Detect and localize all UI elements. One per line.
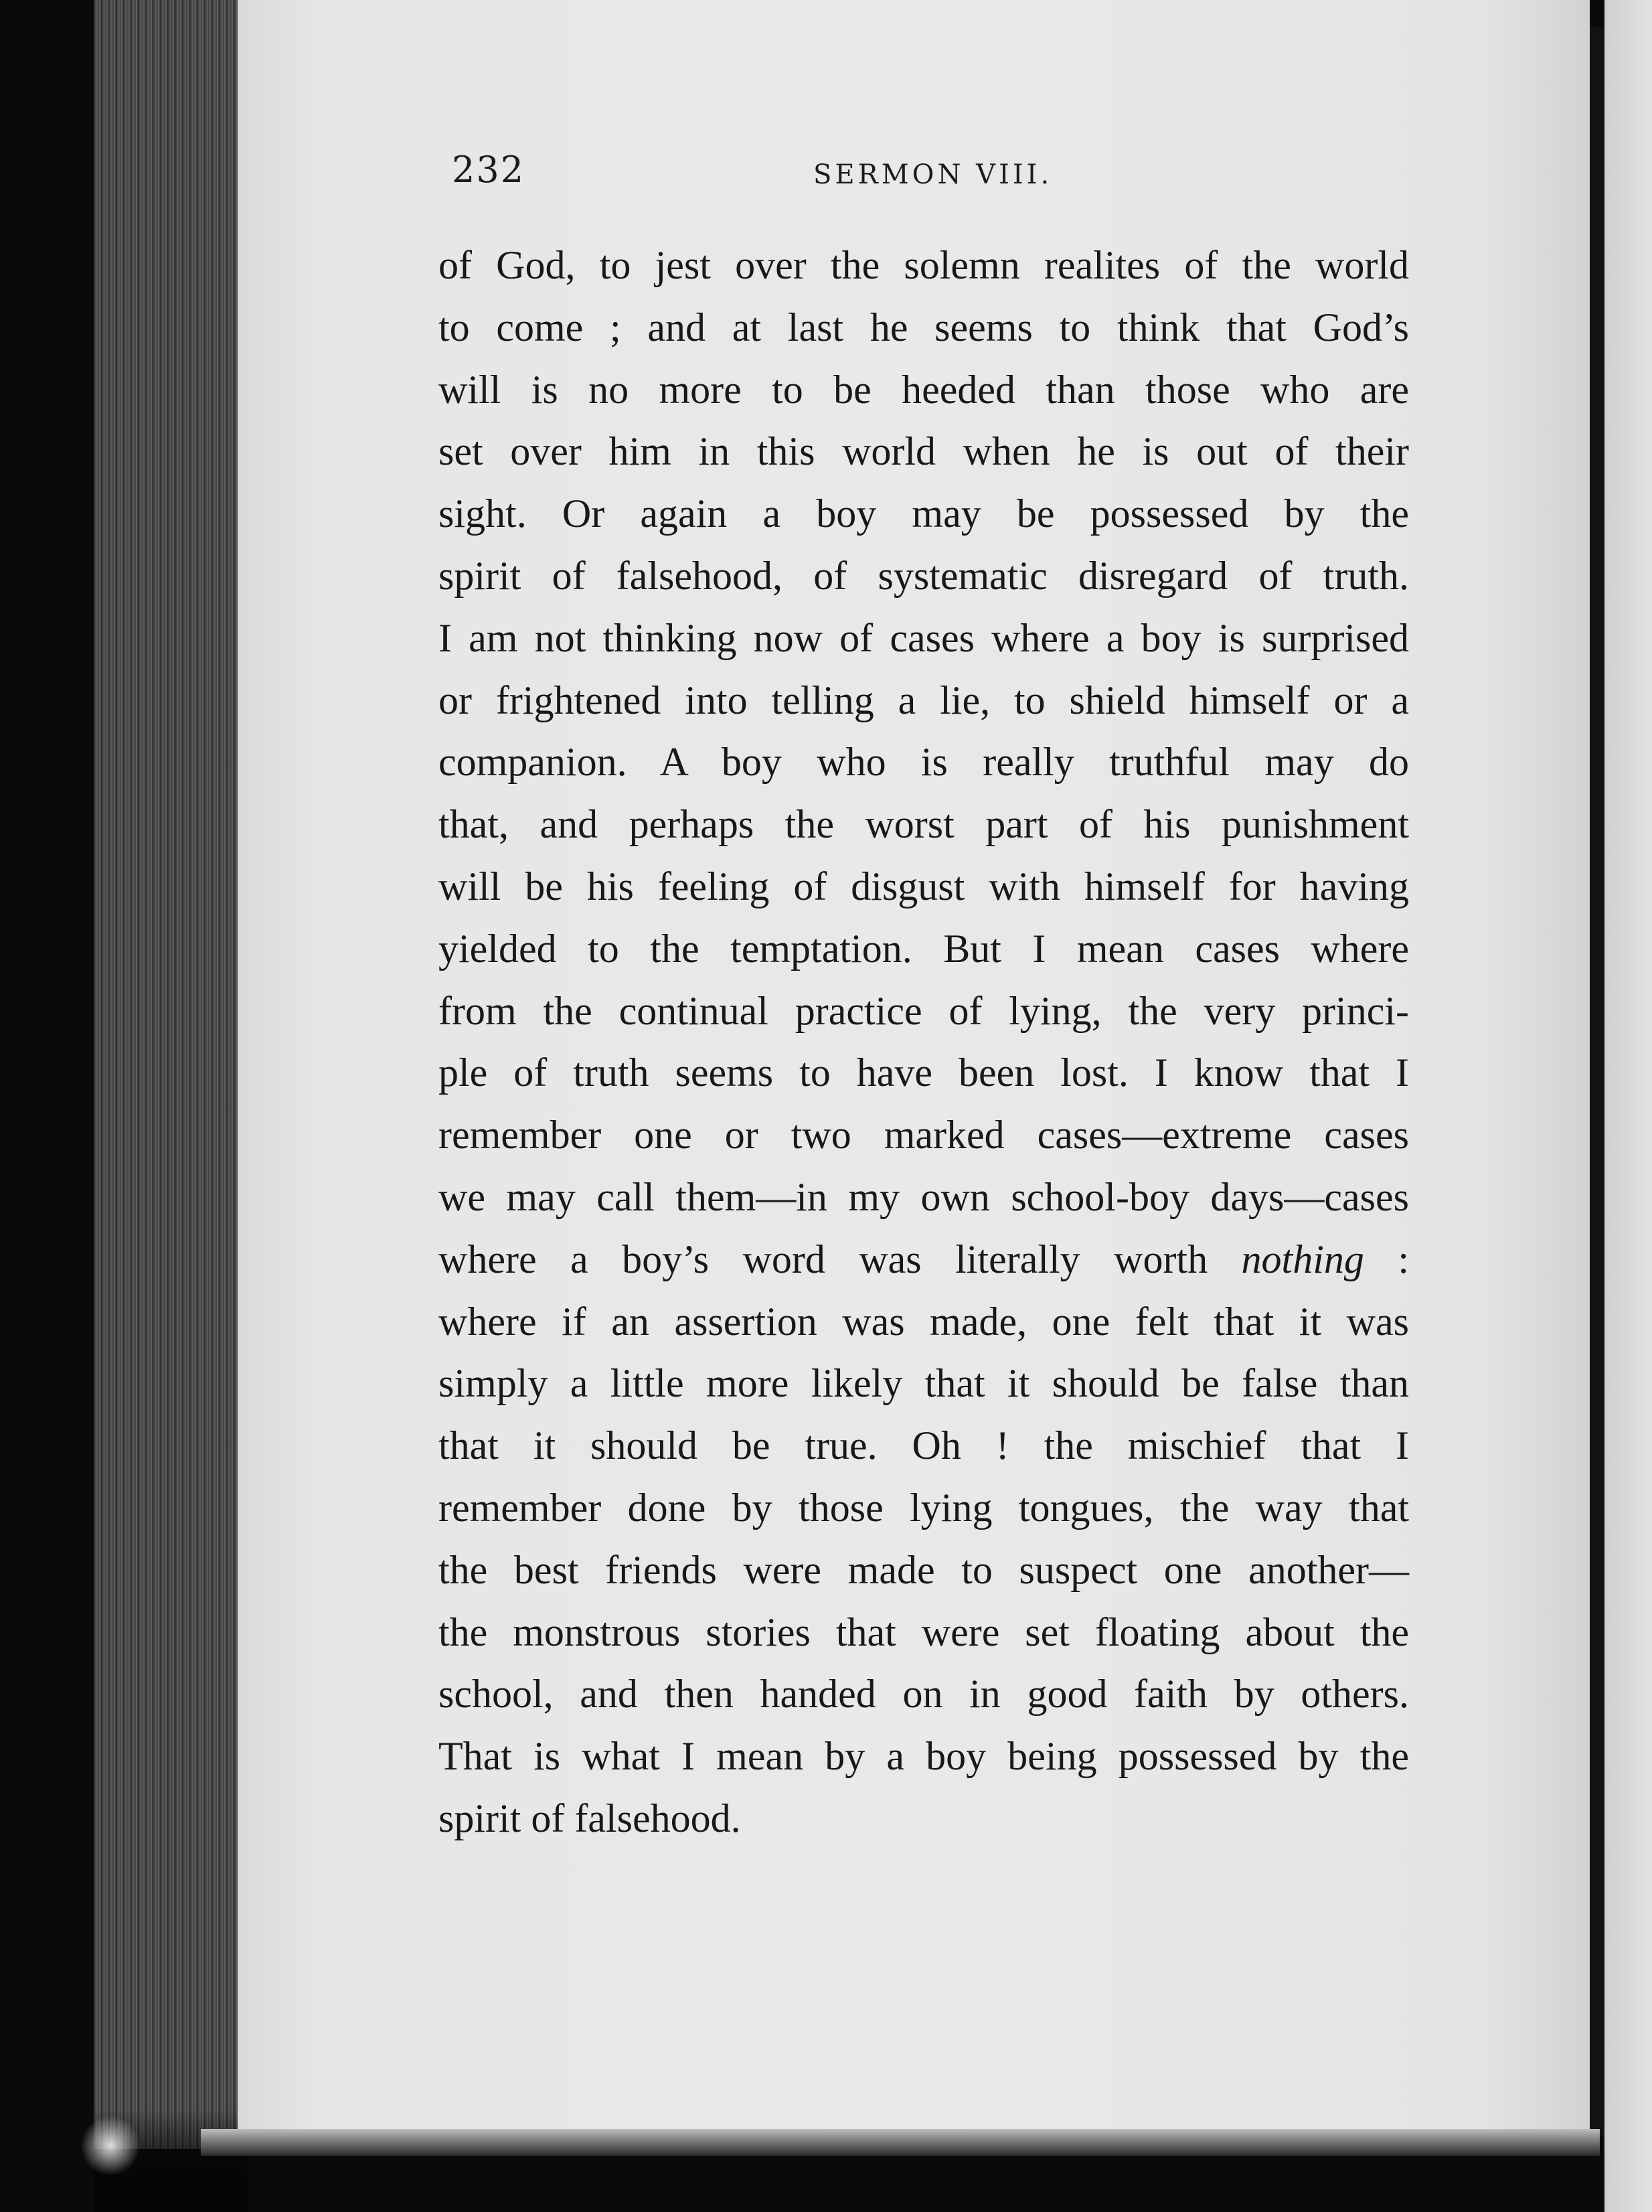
text-line: or frightened into telling a lie, to shield himself or a	[438, 678, 1409, 722]
text-line: spirit of falsehood.	[438, 1796, 741, 1840]
text-line: companion. A boy who is really truthful may do	[438, 740, 1409, 785]
text-line: spirit of falsehood, of systematic disregard of truth.	[438, 553, 1409, 598]
text-line: the monstrous stories that were set floating about the	[438, 1609, 1409, 1654]
page-bottom-edge	[201, 2129, 1600, 2156]
text-line: the best friends were made to suspect one another—	[438, 1547, 1409, 1592]
text-line: set over him in this world when he is out of their	[438, 429, 1409, 474]
text-segment: where a boy’s word was literally worth	[438, 1237, 1208, 1281]
text-line: will is no more to be heeded than those who are	[438, 367, 1409, 412]
book-page-edges	[94, 0, 240, 2149]
text-line: school, and then handed on in good faith by others.	[438, 1672, 1409, 1717]
facing-page-edge	[1604, 0, 1652, 2212]
text-line: to come ; and at last he seems to think that God’s	[438, 305, 1409, 349]
body-text	[438, 234, 1409, 1850]
text-line: yielded to the temptation. But I mean cases where	[438, 926, 1409, 971]
text-line: will be his feeling of disgust with himself for having	[438, 864, 1409, 908]
text-line: ple of truth seems to have been lost. I know that I	[438, 1050, 1409, 1095]
scan-artifact	[80, 2116, 141, 2176]
text-segment: :	[1364, 1237, 1410, 1281]
text-line-with-emphasis	[438, 1229, 1409, 1291]
text-line: we may call them—in my own school-boy days—cases	[438, 1174, 1409, 1219]
running-head: SERMON VIII.	[813, 159, 1053, 190]
page-header	[452, 149, 1389, 195]
text-line: remember one or two marked cases—extreme cases	[438, 1113, 1409, 1158]
text-line: from the continual practice of lying, the very princi-	[438, 988, 1409, 1033]
gutter-shadow	[1590, 27, 1604, 2136]
text-line: sight. Or again a boy may be possessed by the	[438, 491, 1409, 536]
text-line: that it should be true. Oh ! the mischief that I	[438, 1423, 1409, 1468]
text-line: that, and perhaps the worst part of his punishment	[438, 802, 1409, 847]
text-line: where if an assertion was made, one felt that it was	[438, 1299, 1409, 1344]
text-line: That is what I mean by a boy being possessed by the	[438, 1734, 1409, 1779]
text-line: remember done by those lying tongues, the way that	[438, 1485, 1409, 1530]
page-number: 232	[452, 149, 525, 191]
text-line: simply a little more likely that it should be false than	[438, 1361, 1409, 1406]
text-line: of God, to jest over the solemn realites of the world	[438, 243, 1409, 287]
emphasized-word: nothing	[1241, 1237, 1364, 1281]
text-line: I am not thinking now of cases where a boy is surprised	[438, 615, 1409, 660]
